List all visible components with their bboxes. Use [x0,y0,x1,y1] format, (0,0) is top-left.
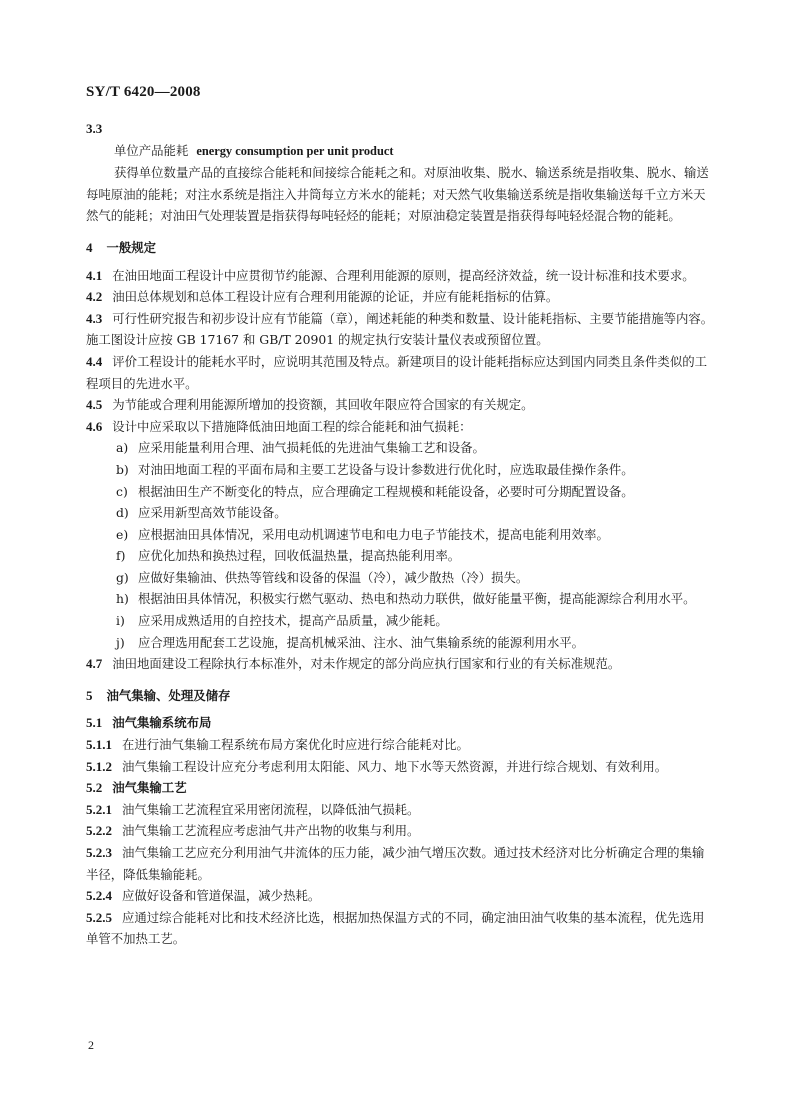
clause-text: 油气集输工程设计应充分考虑利用太阳能、风力、地下水等天然资源，并进行综合规划、有效利用。 [122,758,668,774]
clause-text: 应通过综合能耗对比和技术经济比选，根据加热保温方式的不同，确定油田油气收集的基本流程，优先选用单管不加热工艺。 [86,909,705,947]
page-number: 2 [88,1038,94,1052]
clause-text: 油田总体规划和总体工程设计应有合理利用能源的论证，并应有能耗指标的估算。 [112,289,559,305]
clause-text: 在油田地面工程设计中应贯彻节约能源、合理利用能源的原则，提高经济效益，统一设计标准和技术要求。 [112,267,695,283]
section-4-heading [86,237,716,259]
subsection-number: 5.2 [86,780,103,796]
clause-4-3 [86,308,716,351]
clause-5-2-3 [86,842,716,885]
item-label: h) [116,591,129,607]
standard-code: SY/T 6420—2008 [86,84,201,100]
clause-number: 4.6 [86,418,103,434]
term-definition: 获得单位数量产品的直接综合能耗和间接综合能耗之和。对原油收集、脱水、输送系统是指收集、脱水、输送每吨原油的能耗；对注水系统是指注入井筒每立方米水的能耗；对天然气收集输送系统是指收集输送每千立方米天然气的能耗；对油田气处理装置是指获得每吨轻烃的能耗；对原油稳定装置是指获得每吨轻烃混合物的能耗。 [86,165,709,224]
clause-5-2-1 [86,799,716,821]
subsection-number: 5.1 [86,715,103,731]
clause-number: 5.2.3 [86,845,112,860]
item-label: j) [116,634,125,650]
clause-text: 评价工程设计的能耗水平时，应说明其范围及特点。新建项目的设计能耗指标应达到国内同类且条件类似的工程项目的先进水平。 [86,353,707,391]
clause-5-2-5 [86,907,716,950]
term-cn: 单位产品能耗 [114,142,189,158]
item-text: 对油田地面工程的平面布局和主要工艺设备与设计参数进行优化时，应选取最佳操作条件。 [138,461,634,477]
item-label: c) [116,483,128,499]
list-item [86,545,716,567]
subsection-title: 油气集输工艺 [112,780,187,796]
subsection-title: 油气集输系统布局 [112,715,212,731]
clause-4-5 [86,394,716,416]
list-item [86,567,716,589]
item-label: b) [116,461,129,477]
term-number: 3.3 [86,121,103,136]
clause-number: 5.1.2 [86,758,112,774]
clause-4-2 [86,286,716,308]
item-text: 应合理选用配套工艺设施，提高机械采油、注水、油气集输系统的能源利用水平。 [138,634,585,650]
clause-5-1-1 [86,734,716,756]
clause-5-1-2 [86,756,716,778]
item-text: 根据油田具体情况，积极实行燃气驱动、热电和热动力联供，做好能量平衡，提高能源综合利用水平。 [138,591,696,607]
section-title: 油气集输、处理及储存 [106,687,231,703]
clause-number: 4.4 [86,353,103,369]
item-text: 应做好集输油、供热等管线和设备的保温（冷），减少散热（冷）损失。 [138,569,529,585]
clause-number: 5.2.4 [86,888,112,904]
list-item [86,459,716,481]
clause-text: 可行性研究报告和初步设计应有节能篇（章），阐述耗能的种类和数量、设计能耗指标、主要节能措施等内容。施工图设计应按 GB 17167 和 GB/T 20901 的规定执行安装计量仪表或预留位置。 [86,310,714,348]
item-text: 应采用新型高效节能设备。 [138,505,287,521]
clause-text: 设计中应采取以下措施降低油田地面工程的综合能耗和油气损耗： [112,418,472,434]
clause-text: 油气集输工艺流程宜采用密闭流程，以降低油气损耗。 [122,801,420,817]
section-number: 5 [86,687,93,703]
item-text: 应采用成熟适用的自控技术，提高产品质量，减少能耗。 [138,613,448,629]
list-item [86,610,716,632]
clause-4-1 [86,265,716,287]
list-item [86,481,716,503]
clause-5-2-2 [86,820,716,842]
term-section [86,118,716,140]
clause-number: 5.2.5 [86,909,112,925]
clause-number: 4.5 [86,397,103,413]
item-label: f) [116,548,126,564]
list-item [86,632,716,654]
list-item [86,524,716,546]
term-en: energy consumption per unit product [196,143,394,158]
section-title: 一般规定 [106,239,157,255]
clause-4-7 [86,653,716,675]
section-5-heading [86,685,716,707]
clause-number: 5.2.2 [86,823,112,839]
item-text: 应根据油田具体情况，采用电动机调速节电和电力电子节能技术，提高电能利用效率。 [138,526,609,542]
clause-text: 在进行油气集输工程系统布局方案优化时应进行综合能耗对比。 [122,737,469,753]
list-item [86,588,716,610]
term-heading [86,140,716,163]
list-item [86,502,716,524]
clause-text: 为节能或合理利用能源所增加的投资额，其回收年限应符合国家的有关规定。 [112,397,534,413]
clause-number: 4.7 [86,656,103,672]
item-text: 应优化加热和换热过程，回收低温热量，提高热能利用率。 [138,548,461,564]
clause-4-6 [86,416,716,438]
list-item [86,437,716,459]
section-number: 4 [86,239,93,255]
clause-number: 5.2.1 [86,801,112,817]
clause-number: 4.3 [86,310,103,326]
item-text: 根据油田生产不断变化的特点，应合理确定工程规模和耗能设备，必要时可分期配置设备。 [138,483,634,499]
item-label: e) [116,526,129,542]
page-content [86,118,716,950]
subsection-5-1 [86,712,716,734]
clause-number: 4.1 [86,267,103,283]
clause-4-4 [86,351,716,394]
clause-text: 油气集输工艺应充分利用油气井流体的压力能，减少油气增压次数。通过技术经济对比分析确定合理的集输半径，降低集输能耗。 [86,845,705,882]
clause-text: 应做好设备和管道保温，减少热耗。 [122,888,321,904]
clause-text: 油田地面建设工程除执行本标准外，对未作规定的部分尚应执行国家和行业的有关标准规范。 [112,656,621,672]
clause-5-2-4 [86,885,716,907]
clause-number: 4.2 [86,289,103,305]
subsection-5-2 [86,777,716,799]
item-label: g) [116,569,129,585]
item-text: 应采用能量利用合理、油气损耗低的先进油气集输工艺和设备。 [138,440,485,456]
item-label: a) [116,440,129,456]
clause-number: 5.1.1 [86,737,112,753]
item-label: i) [116,613,125,629]
clause-text: 油气集输工艺流程应考虑油气井产出物的收集与利用。 [122,823,420,839]
item-label: d) [116,505,129,521]
